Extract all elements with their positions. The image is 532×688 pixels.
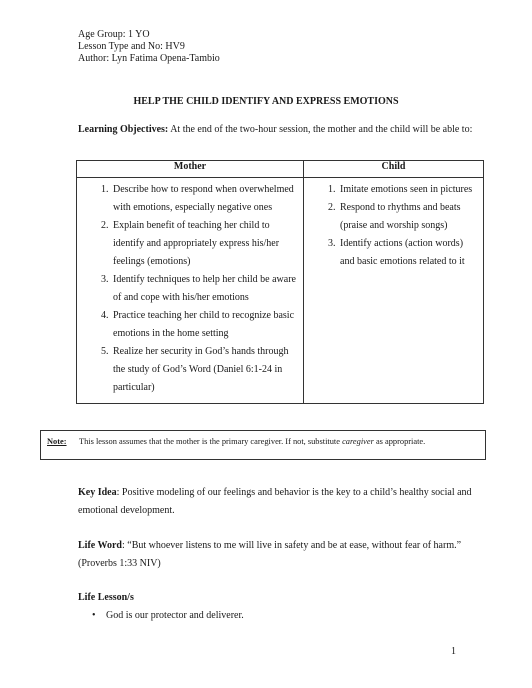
key-idea-text: : Positive modeling of our feelings and behavior is the key to a child’s healthy social and emotional development. [78, 487, 472, 516]
lesson-type: Lesson Type and No: HV9 [78, 41, 185, 52]
mother-column-header: Mother [77, 161, 304, 178]
page-title: HELP THE CHILD IDENTIFY AND EXPRESS EMOTIONS [133, 96, 399, 107]
key-idea [78, 484, 492, 520]
note-box [40, 430, 486, 460]
list-item: 3. Identify techniques to help her child be aware of and cope with his/her emotions [111, 271, 297, 307]
list-item: 5. Realize her security in God’s hands through the study of God’s Word (Daniel 6:1-24 in particular) [111, 343, 297, 397]
mother-objectives-list [85, 181, 297, 397]
note-text-end: as appropriate. [373, 437, 426, 446]
objectives-table [76, 160, 484, 404]
list-item: 3. Identify actions (action words) and basic emotions related to it [338, 235, 477, 271]
mother-objectives-cell [77, 178, 304, 404]
life-word-label: Life Word [78, 540, 122, 551]
lesson-header [78, 29, 220, 65]
list-item: 1. Imitate emotions seen in pictures [338, 181, 477, 199]
learning-objectives [78, 122, 488, 138]
list-item: 2. Respond to rhythms and beats (praise and worship songs) [338, 199, 477, 235]
age-group: Age Group: 1 YO [78, 29, 150, 40]
life-lessons-list [92, 607, 244, 625]
list-item: 4. Practice teaching her child to recognize basic emotions in the home setting [111, 307, 297, 343]
child-column-header: Child [304, 161, 484, 178]
list-item: 1. Describe how to respond when overwhelmed with emotions, especially negative ones [111, 181, 297, 217]
life-word-text: : “But whoever listens to me will live in safety and be at ease, without fear of harm.” (Proverbs 1:33 NIV) [78, 540, 462, 569]
objectives-label: Learning Objectives: [78, 124, 169, 135]
life-word [78, 537, 492, 573]
note-emphasis: caregiver [342, 437, 374, 446]
page-number: 1 [451, 646, 456, 657]
child-objectives-list [312, 181, 477, 271]
objectives-text: At the end of the two-hour session, the mother and the child will be able to: [168, 124, 473, 135]
list-item: 2. Explain benefit of teaching her child to identify and appropriately express his/her feelings (emotions) [111, 217, 297, 271]
note-label: Note: [47, 437, 67, 446]
list-item: • God is our protector and deliverer. [92, 607, 244, 625]
key-idea-label: Key Idea [78, 487, 117, 498]
life-lessons-heading: Life Lesson/s [78, 592, 134, 603]
child-objectives-cell [304, 178, 484, 404]
author: Author: Lyn Fatima Opena-Tambio [78, 53, 220, 64]
note-text: This lesson assumes that the mother is the primary caregiver. If not, substitute [79, 437, 343, 446]
